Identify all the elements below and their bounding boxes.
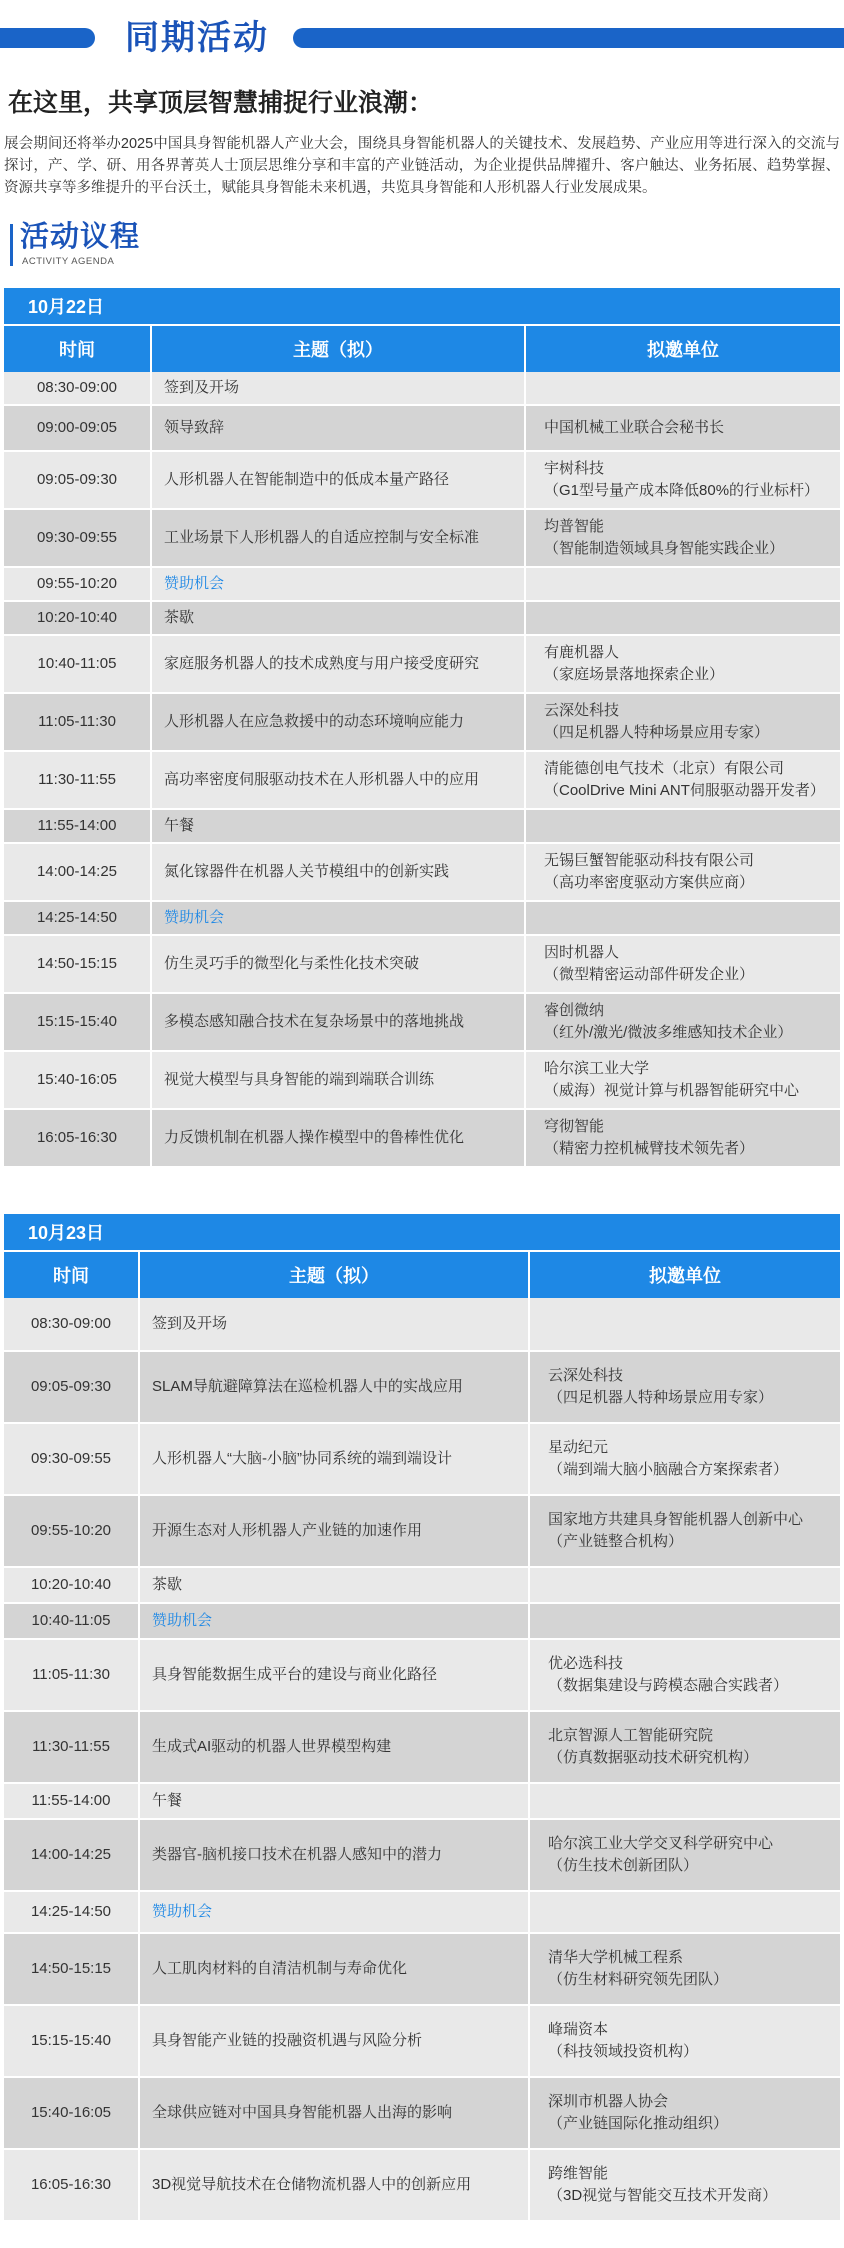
row-org: [530, 2006, 840, 2076]
org-line: 哈尔滨工业大学: [544, 1060, 650, 1077]
table-row: [4, 936, 840, 994]
row-org: [526, 568, 840, 600]
table-row: [4, 1640, 840, 1712]
section-title: 同期活动: [125, 19, 269, 57]
org-line: 穹彻智能: [544, 1118, 605, 1135]
table-row: [4, 1934, 840, 2006]
row-time: 15:40-16:05: [4, 1052, 152, 1108]
row-topic: 茶歇: [140, 1568, 530, 1602]
row-time: 08:30-09:00: [4, 372, 152, 404]
row-time: 11:05-11:30: [4, 694, 152, 750]
org-line: （家庭场景落地探索企业）: [544, 666, 725, 683]
agenda-table-day2: [4, 1214, 840, 2222]
table-row: [4, 1820, 840, 1892]
sponsor-link[interactable]: 赞助机会: [152, 902, 526, 934]
row-time: 10:20-10:40: [4, 602, 152, 634]
org-line: （科技领域投资机构）: [548, 2043, 699, 2060]
banner-bar-left: [0, 28, 95, 48]
org-line: （仿真数据驱动技术研究机构）: [548, 1749, 759, 1766]
table-row: [4, 994, 840, 1052]
org-line: 均普智能: [544, 518, 605, 535]
row-time: 09:55-10:20: [4, 568, 152, 600]
table-row: [4, 1712, 840, 1784]
row-topic: 生成式AI驱动的机器人世界模型构建: [140, 1712, 530, 1782]
row-time: 11:55-14:00: [4, 1784, 140, 1818]
org-line: 哈尔滨工业大学交叉科学研究中心: [548, 1835, 774, 1852]
org-line: 云深处科技: [544, 702, 620, 719]
agenda-title-en: ACTIVITY AGENDA: [22, 256, 115, 267]
table-row: [4, 1496, 840, 1568]
row-topic: 具身智能数据生成平台的建设与商业化路径: [140, 1640, 530, 1710]
table-row: [4, 1892, 840, 1934]
row-org: [526, 510, 840, 566]
row-topic: 氮化镓器件在机器人关节模组中的创新实践: [152, 844, 526, 900]
org-line: （仿生材料研究领先团队）: [548, 1971, 729, 1988]
section-banner: [0, 12, 844, 62]
row-topic: 视觉大模型与具身智能的端到端联合训练: [152, 1052, 526, 1108]
table-row: [4, 2006, 840, 2078]
row-time: 11:30-11:55: [4, 752, 152, 808]
row-time: 16:05-16:30: [4, 2150, 140, 2220]
row-topic: 茶歇: [152, 602, 526, 634]
org-line: （红外/激光/微波多维感知技术企业）: [544, 1024, 793, 1041]
row-time: 14:25-14:50: [4, 1892, 140, 1932]
column-header-org: 拟邀单位: [647, 340, 719, 360]
intro-text: 展会期间还将举办2025中国具身智能机器人产业大会，围绕具身智能机器人的关键技术、发展趋势、产业应用等进行深入的交流与探讨，产、学、研、用各界菁英人士顶层思维分享和丰富的产业链活动，为企业提供品牌擢升、客户触达、业务拓展、趋势掌握、资源共享等多维提升的平台沃土，赋能具身智能未来机遇，共览具身智能和人形机器人行业发展成果。: [4, 136, 840, 196]
column-header-org: 拟邀单位: [649, 1266, 721, 1286]
table-row: [4, 452, 840, 510]
day-date: 10月23日: [4, 1214, 840, 1252]
org-line: 跨维智能: [548, 2165, 609, 2182]
row-org: [530, 1640, 840, 1710]
row-org: [530, 2078, 840, 2148]
table-header: [4, 326, 840, 372]
org-line: （3D视觉与智能交互技术开发商）: [548, 2187, 778, 2204]
table-row: [4, 602, 840, 636]
org-line: 无锡巨蟹智能驱动科技有限公司: [544, 852, 755, 869]
row-org: [526, 810, 840, 842]
table-row: [4, 1298, 840, 1352]
row-org: [526, 636, 840, 692]
row-time: 15:15-15:40: [4, 2006, 140, 2076]
table-row: [4, 1784, 840, 1820]
row-org: [526, 844, 840, 900]
row-org: [530, 1784, 840, 1818]
agenda-title-accent: [10, 224, 13, 266]
row-topic: 全球供应链对中国具身智能机器人出海的影响: [140, 2078, 530, 2148]
row-org: [526, 694, 840, 750]
row-time: 15:40-16:05: [4, 2078, 140, 2148]
org-line: （精密力控机械臂技术领先者）: [544, 1140, 755, 1157]
row-topic: 3D视觉导航技术在仓储物流机器人中的创新应用: [140, 2150, 530, 2220]
table-row: [4, 810, 840, 844]
org-line: （CoolDrive Mini ANT伺服驱动器开发者）: [544, 782, 825, 799]
table-row: [4, 752, 840, 810]
sponsor-link[interactable]: 赞助机会: [140, 1892, 530, 1932]
row-time: 09:30-09:55: [4, 510, 152, 566]
org-line: 国家地方共建具身智能机器人创新中心: [548, 1511, 804, 1528]
row-time: 16:05-16:30: [4, 1110, 152, 1166]
table-row: [4, 372, 840, 406]
row-topic: 人形机器人“大脑-小脑”协同系统的端到端设计: [140, 1424, 530, 1494]
row-org: [526, 752, 840, 808]
row-org: [526, 372, 840, 404]
row-topic: 午餐: [152, 810, 526, 842]
table-row: [4, 902, 840, 936]
row-org: [526, 1052, 840, 1108]
column-header-time: 时间: [4, 326, 152, 372]
row-topic: 午餐: [140, 1784, 530, 1818]
row-topic: 具身智能产业链的投融资机遇与风险分析: [140, 2006, 530, 2076]
row-topic: 仿生灵巧手的微型化与柔性化技术突破: [152, 936, 526, 992]
org-line: 因时机器人: [544, 944, 620, 961]
org-line: （高功率密度驱动方案供应商）: [544, 874, 755, 891]
column-header-topic: 主题（拟）: [140, 1252, 530, 1298]
row-time: 09:30-09:55: [4, 1424, 140, 1494]
agenda-title-zh: 活动议程: [20, 221, 141, 253]
row-time: 11:30-11:55: [4, 1712, 140, 1782]
row-topic: SLAM导航避障算法在巡检机器人中的实战应用: [140, 1352, 530, 1422]
org-line: （产业链整合机构）: [548, 1533, 684, 1550]
row-topic: 类器官-脑机接口技术在机器人感知中的潜力: [140, 1820, 530, 1890]
table-row: [4, 1568, 840, 1604]
row-time: 09:05-09:30: [4, 452, 152, 508]
org-line: （端到端大脑小脑融合方案探索者）: [548, 1461, 789, 1478]
org-line: （威海）视觉计算与机器智能研究中心: [544, 1082, 800, 1099]
row-topic: 人形机器人在应急救援中的动态环境响应能力: [152, 694, 526, 750]
row-org: [530, 1604, 840, 1638]
table-row: [4, 694, 840, 752]
org-line: 睿创微纳: [544, 1002, 605, 1019]
row-time: 14:50-15:15: [4, 936, 152, 992]
table-row: [4, 636, 840, 694]
row-time: 11:05-11:30: [4, 1640, 140, 1710]
row-topic: 签到及开场: [140, 1298, 530, 1350]
row-org: [530, 1712, 840, 1782]
row-time: 14:50-15:15: [4, 1934, 140, 2004]
row-time: 09:05-09:30: [4, 1352, 140, 1422]
org-line: （微型精密运动部件研发企业）: [544, 966, 755, 983]
table-row: [4, 2078, 840, 2150]
org-line: 宇树科技: [544, 460, 605, 477]
banner-bar-right: [293, 28, 844, 48]
org-line: 清能德创电气技术（北京）有限公司: [544, 760, 785, 777]
row-time: 11:55-14:00: [4, 810, 152, 842]
row-topic: 人工肌肉材料的自清洁机制与寿命优化: [140, 1934, 530, 2004]
org-line: 深圳市机器人协会: [548, 2093, 669, 2110]
row-org: [526, 902, 840, 934]
row-time: 08:30-09:00: [4, 1298, 140, 1350]
row-org: [530, 1352, 840, 1422]
org-line: 星动纪元: [548, 1439, 609, 1456]
row-org: [530, 1892, 840, 1932]
row-topic: 工业场景下人形机器人的自适应控制与安全标准: [152, 510, 526, 566]
column-header-topic: 主题（拟）: [152, 326, 526, 372]
table-row: [4, 2150, 840, 2222]
table-row: [4, 1110, 840, 1168]
org-line: 有鹿机器人: [544, 644, 620, 661]
row-org: [526, 406, 840, 450]
row-topic: 多模态感知融合技术在复杂场景中的落地挑战: [152, 994, 526, 1050]
agenda-table-day1: [4, 288, 840, 1168]
org-line: （产业链国际化推动组织）: [548, 2115, 729, 2132]
org-line: （四足机器人特种场景应用专家）: [548, 1389, 774, 1406]
row-org: [530, 1298, 840, 1350]
row-org: [530, 1424, 840, 1494]
org-line: 优必选科技: [548, 1655, 624, 1672]
row-topic: 高功率密度伺服驱动技术在人形机器人中的应用: [152, 752, 526, 808]
sponsor-link[interactable]: 赞助机会: [140, 1604, 530, 1638]
table-row: [4, 510, 840, 568]
org-line: （G1型号量产成本降低80%的行业标杆）: [544, 482, 820, 499]
day-date: 10月22日: [4, 288, 840, 326]
row-time: 15:15-15:40: [4, 994, 152, 1050]
table-row: [4, 406, 840, 452]
row-org: [526, 1110, 840, 1166]
row-org: [530, 1496, 840, 1566]
row-org: [526, 452, 840, 508]
org-line: （仿生技术创新团队）: [548, 1857, 699, 1874]
org-line: 峰瑞资本: [548, 2021, 609, 2038]
org-line: 中国机械工业联合会秘书长: [544, 419, 725, 436]
row-topic: 人形机器人在智能制造中的低成本量产路径: [152, 452, 526, 508]
table-row: [4, 1352, 840, 1424]
row-topic: 开源生态对人形机器人产业链的加速作用: [140, 1496, 530, 1566]
row-topic: 力反馈机制在机器人操作模型中的鲁棒性优化: [152, 1110, 526, 1166]
row-time: 10:40-11:05: [4, 636, 152, 692]
row-topic: 领导致辞: [152, 406, 526, 450]
table-row: [4, 1424, 840, 1496]
row-topic: 家庭服务机器人的技术成熟度与用户接受度研究: [152, 636, 526, 692]
row-time: 14:25-14:50: [4, 902, 152, 934]
row-time: 09:55-10:20: [4, 1496, 140, 1566]
column-header-time: 时间: [4, 1252, 140, 1298]
row-topic: 签到及开场: [152, 372, 526, 404]
org-line: （数据集建设与跨模态融合实践者）: [548, 1677, 789, 1694]
org-line: （智能制造领域具身智能实践企业）: [544, 540, 785, 557]
table-row: [4, 844, 840, 902]
row-time: 14:00-14:25: [4, 844, 152, 900]
table-row: [4, 568, 840, 602]
org-line: 北京智源人工智能研究院: [548, 1727, 714, 1744]
row-org: [530, 1820, 840, 1890]
table-row: [4, 1604, 840, 1640]
org-line: （四足机器人特种场景应用专家）: [544, 724, 770, 741]
row-time: 09:00-09:05: [4, 406, 152, 450]
row-time: 14:00-14:25: [4, 1820, 140, 1890]
row-org: [530, 2150, 840, 2220]
row-time: 10:40-11:05: [4, 1604, 140, 1638]
table-header: [4, 1252, 840, 1298]
org-line: 云深处科技: [548, 1367, 624, 1384]
row-org: [530, 1568, 840, 1602]
row-org: [526, 994, 840, 1050]
intro-heading: 在这里，共享顶层智慧捕捉行业浪潮：: [8, 89, 434, 117]
row-org: [526, 602, 840, 634]
sponsor-link[interactable]: 赞助机会: [152, 568, 526, 600]
row-org: [526, 936, 840, 992]
table-row: [4, 1052, 840, 1110]
row-time: 10:20-10:40: [4, 1568, 140, 1602]
org-line: 清华大学机械工程系: [548, 1949, 684, 1966]
row-org: [530, 1934, 840, 2004]
